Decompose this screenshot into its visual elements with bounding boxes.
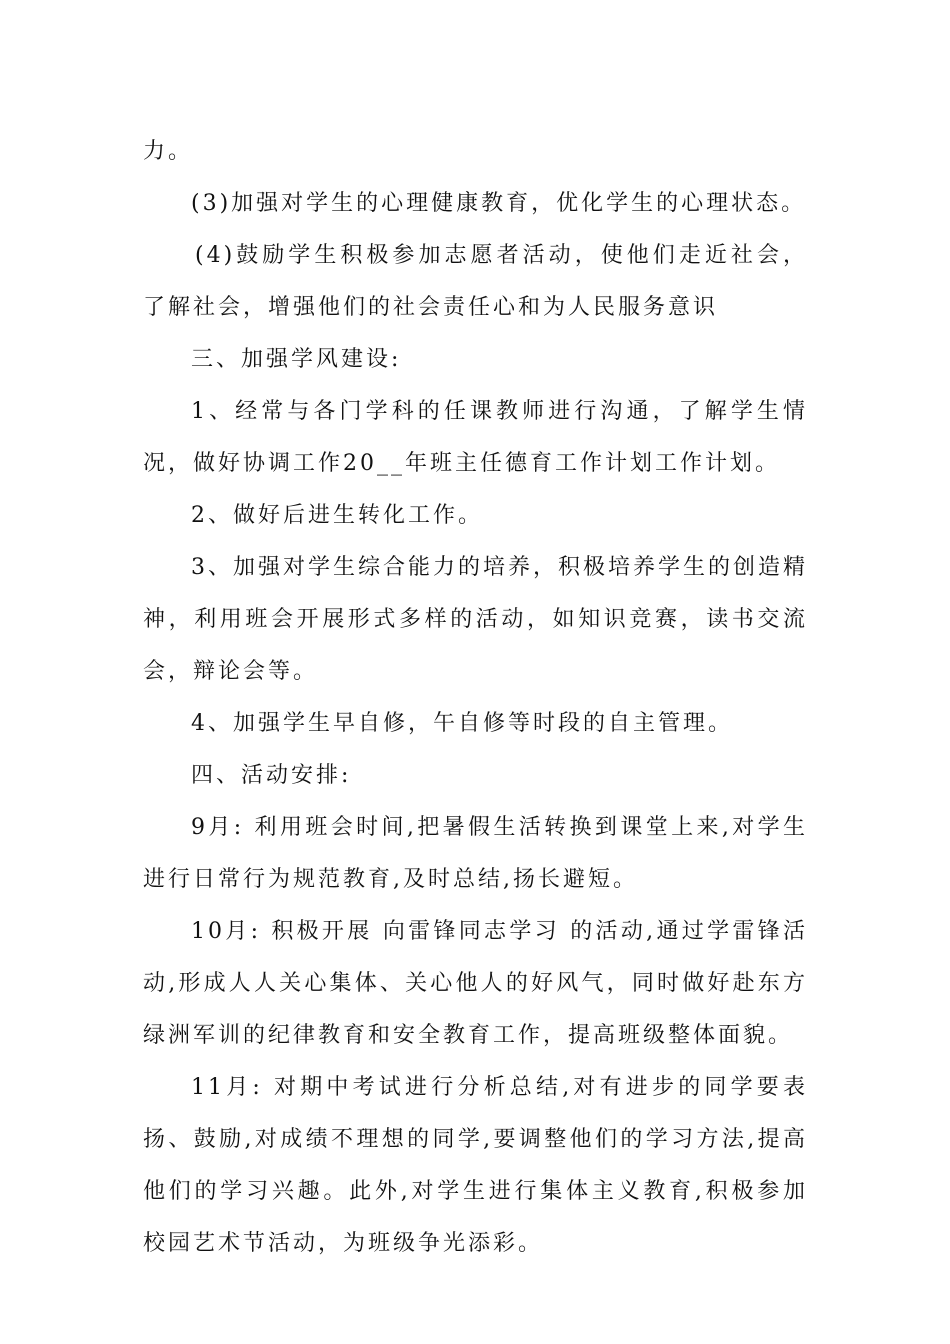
paragraph-study-1: 1、经常与各门学科的任课教师进行沟通，了解学生情况，做好协调工作20__年班主任德育工作计划工作计划。 [143, 399, 808, 476]
paragraph-study-2: 2、做好后进生转化工作。 [191, 503, 483, 528]
section-heading-study-style: 三、加强学风建设: [191, 347, 402, 372]
section-heading-activities: 四、活动安排: [191, 763, 352, 788]
paragraph-item-3: (3)加强对学生的心理健康教育，优化学生的心理状态。 [191, 191, 807, 216]
paragraph-study-3: 3、加强对学生综合能力的培养，积极培养学生的创造精神，利用班会开展形式多样的活动，如知识竞赛，读书交流会，辩论会等。 [143, 555, 808, 684]
paragraph-october: 10月: 积极开展 向雷锋同志学习 的活动,通过学雷锋活动,形成人人关心集体、关心他人的好风气，同时做好赴东方绿洲军训的纪律教育和安全教育工作，提高班级整体面貌。 [143, 919, 808, 1048]
paragraph-continuation: 力。 [143, 139, 194, 164]
paragraph-item-4: (4)鼓励学生积极参加志愿者活动，使他们走近社会，了解社会，增强他们的社会责任心和为人民服务意识 [143, 243, 808, 320]
paragraph-study-4: 4、加强学生早自修，午自修等时段的自主管理。 [191, 711, 733, 736]
paragraph-september: 9月: 利用班会时间,把暑假生活转换到课堂上来,对学生进行日常行为规范教育,及时总结,扬长避短。 [143, 815, 808, 892]
paragraph-november: 11月: 对期中考试进行分析总结,对有进步的同学要表扬、鼓励,对成绩不理想的同学,要调整他们的学习方法,提高他们的学习兴趣。此外,对学生进行集体主义教育,积极参加校园艺术节活动，为班级争光添彩。 [143, 1075, 808, 1256]
document-body [143, 126, 808, 1270]
